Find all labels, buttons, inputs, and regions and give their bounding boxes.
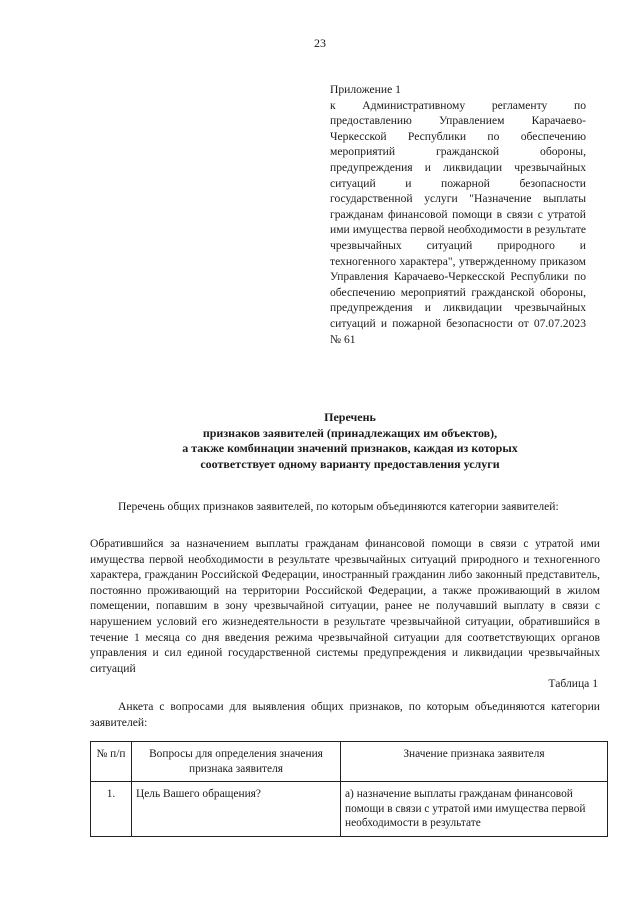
questionnaire-table [90, 741, 608, 837]
table-header-row [91, 742, 608, 782]
appendix-note [330, 82, 586, 347]
appendix-body: к Административному регламенту по предоставлению Управлением Карачаево-Черкесской Республики по обеспечению мероприятий гражданской обороны, предупреждения и ликвидации чрезвычайных ситуаций и пожарной безопасности государственной услуги "Назначение выплаты гражданам финансовой помощи в связи с утратой ими имущества первой необходимости в результате чрезвычайных ситуаций природного и техногенного характера", утвержденному приказом Управления Карачаево-Черкесской Республики по обеспечению мероприятий гражданской обороны, предупреждения и ликвидации чрезвычайных ситуаций и пожарной безопасности от 07.07.2023 № 61 [330, 98, 586, 346]
header-value: Значение признака заявителя [341, 742, 608, 782]
paragraph-questionnaire-intro: Анкета с вопросами для выявления общих признаков, по которым объединяются категории заявителей: [90, 700, 600, 729]
row-question: Цель Вашего обращения? [132, 782, 341, 837]
heading-line-2: признаков заявителей (принадлежащих им объектов), [202, 425, 498, 440]
paragraph-intro: Перечень общих признаков заявителей, по которым объединяются категории заявителей: [118, 500, 559, 513]
heading-line-3: а также комбинации значений признаков, каждая из которых [182, 441, 518, 456]
heading-line-4: соответствует одному варианту предоставления услуги [200, 456, 500, 471]
heading-line-1: Перечень [324, 410, 376, 424]
header-number: № п/п [91, 742, 132, 782]
row-value: а) назначение выплаты гражданам финансовой помощи в связи с утратой ими имущества первой необходимости в результате [341, 782, 608, 837]
table-label: Таблица 1 [548, 677, 598, 690]
row-number: 1. [91, 782, 132, 837]
appendix-title: Приложение 1 [330, 83, 401, 96]
page-number: 23 [314, 36, 326, 50]
table-row [91, 782, 608, 837]
document-heading [120, 410, 580, 472]
header-question: Вопросы для определения значения признака заявителя [132, 742, 341, 782]
paragraph-applicant-description: Обратившийся за назначением выплаты гражданам финансовой помощи в связи с утратой ими имущества первой необходимости в результате чрезвычайных ситуаций природного и техногенного характера, гражданин Российской Федерации, иностранный гражданин либо законный представитель, постоянно проживающий на территории Российской Федерации, а также проживающий в жилом помещении, попавшим в зону чрезвычайной ситуации, ранее не получавший выплату в связи с нарушением условий его жизнедеятельности в результате чрезвычайной ситуации, обратившийся в течение 1 месяца со дня введения режима чрезвычайной ситуации для соответствующих органов управления и сил единой государственной системы предупреждения и ликвидации чрезвычайных ситуаций [90, 537, 600, 675]
